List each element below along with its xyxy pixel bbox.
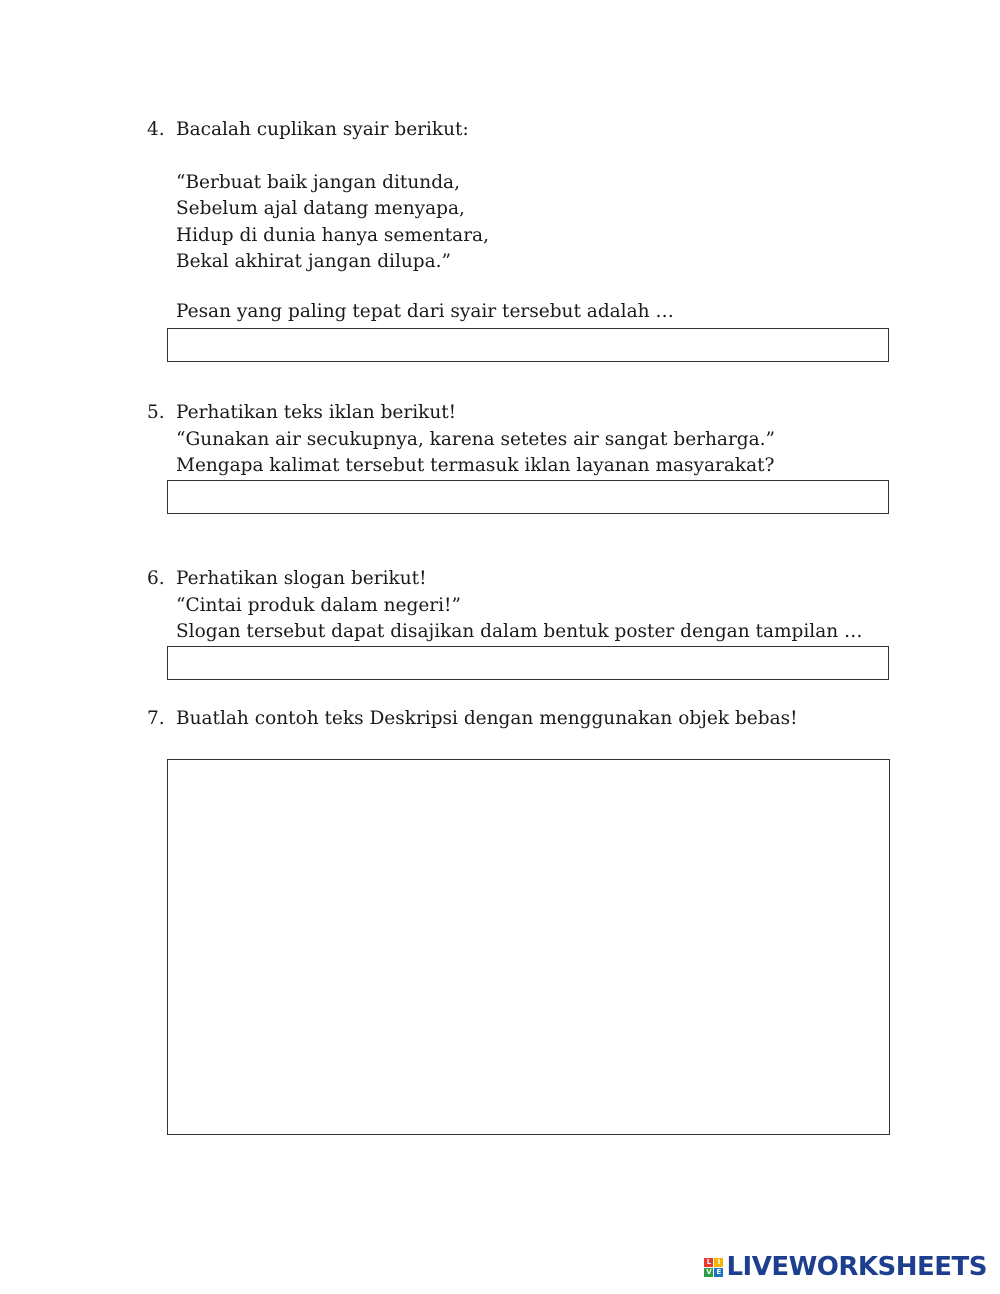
question-text: Pesan yang paling tepat dari syair tersebut adalah … bbox=[176, 300, 674, 322]
question-number: 5. bbox=[147, 402, 165, 423]
question-number: 7. bbox=[147, 708, 165, 729]
poem-line: Bekal akhirat jangan dilupa.” bbox=[176, 251, 451, 272]
question-prompt: Bacalah cuplikan syair berikut: bbox=[176, 119, 469, 140]
answer-field-5[interactable] bbox=[167, 480, 889, 514]
question-line: Perhatikan slogan berikut! bbox=[176, 568, 427, 589]
liveworksheets-logo bbox=[704, 1252, 987, 1282]
question-body bbox=[176, 706, 916, 733]
answer-field-6[interactable] bbox=[167, 646, 889, 680]
logo-mark-letter: E bbox=[714, 1268, 723, 1277]
question-number: 6. bbox=[147, 568, 165, 589]
question-body bbox=[176, 117, 916, 325]
logo-mark-letter: V bbox=[706, 1267, 712, 1276]
question-number: 4. bbox=[147, 119, 165, 140]
question-line: “Gunakan air secukupnya, karena setetes air sangat berharga.” bbox=[176, 428, 776, 450]
question-line: Mengapa kalimat tersebut termasuk iklan layanan masyarakat? bbox=[176, 455, 775, 476]
question-line: Perhatikan teks iklan berikut! bbox=[176, 402, 457, 423]
logo-text: LIVEWORKSHEETS bbox=[726, 1252, 987, 1282]
question-line: Slogan tersebut dapat disajikan dalam bentuk poster dengan tampilan … bbox=[176, 621, 863, 642]
question-body bbox=[176, 400, 916, 480]
poem-line: “Berbuat baik jangan ditunda, bbox=[176, 171, 460, 193]
answer-field-4[interactable] bbox=[167, 328, 889, 362]
question-line: “Cintai produk dalam negeri!” bbox=[176, 594, 461, 616]
logo-mark-letter: I bbox=[714, 1258, 723, 1267]
question-line: Buatlah contoh teks Deskripsi dengan menggunakan objek bebas! bbox=[176, 708, 798, 729]
answer-area-7[interactable] bbox=[167, 759, 890, 1135]
poem-line: Sebelum ajal datang menyapa, bbox=[176, 198, 465, 219]
question-body bbox=[176, 566, 916, 646]
logo-mark-letter: L bbox=[704, 1258, 713, 1267]
live-logo-mark-icon bbox=[704, 1258, 723, 1277]
poem-line: Hidup di dunia hanya sementara, bbox=[176, 224, 489, 246]
